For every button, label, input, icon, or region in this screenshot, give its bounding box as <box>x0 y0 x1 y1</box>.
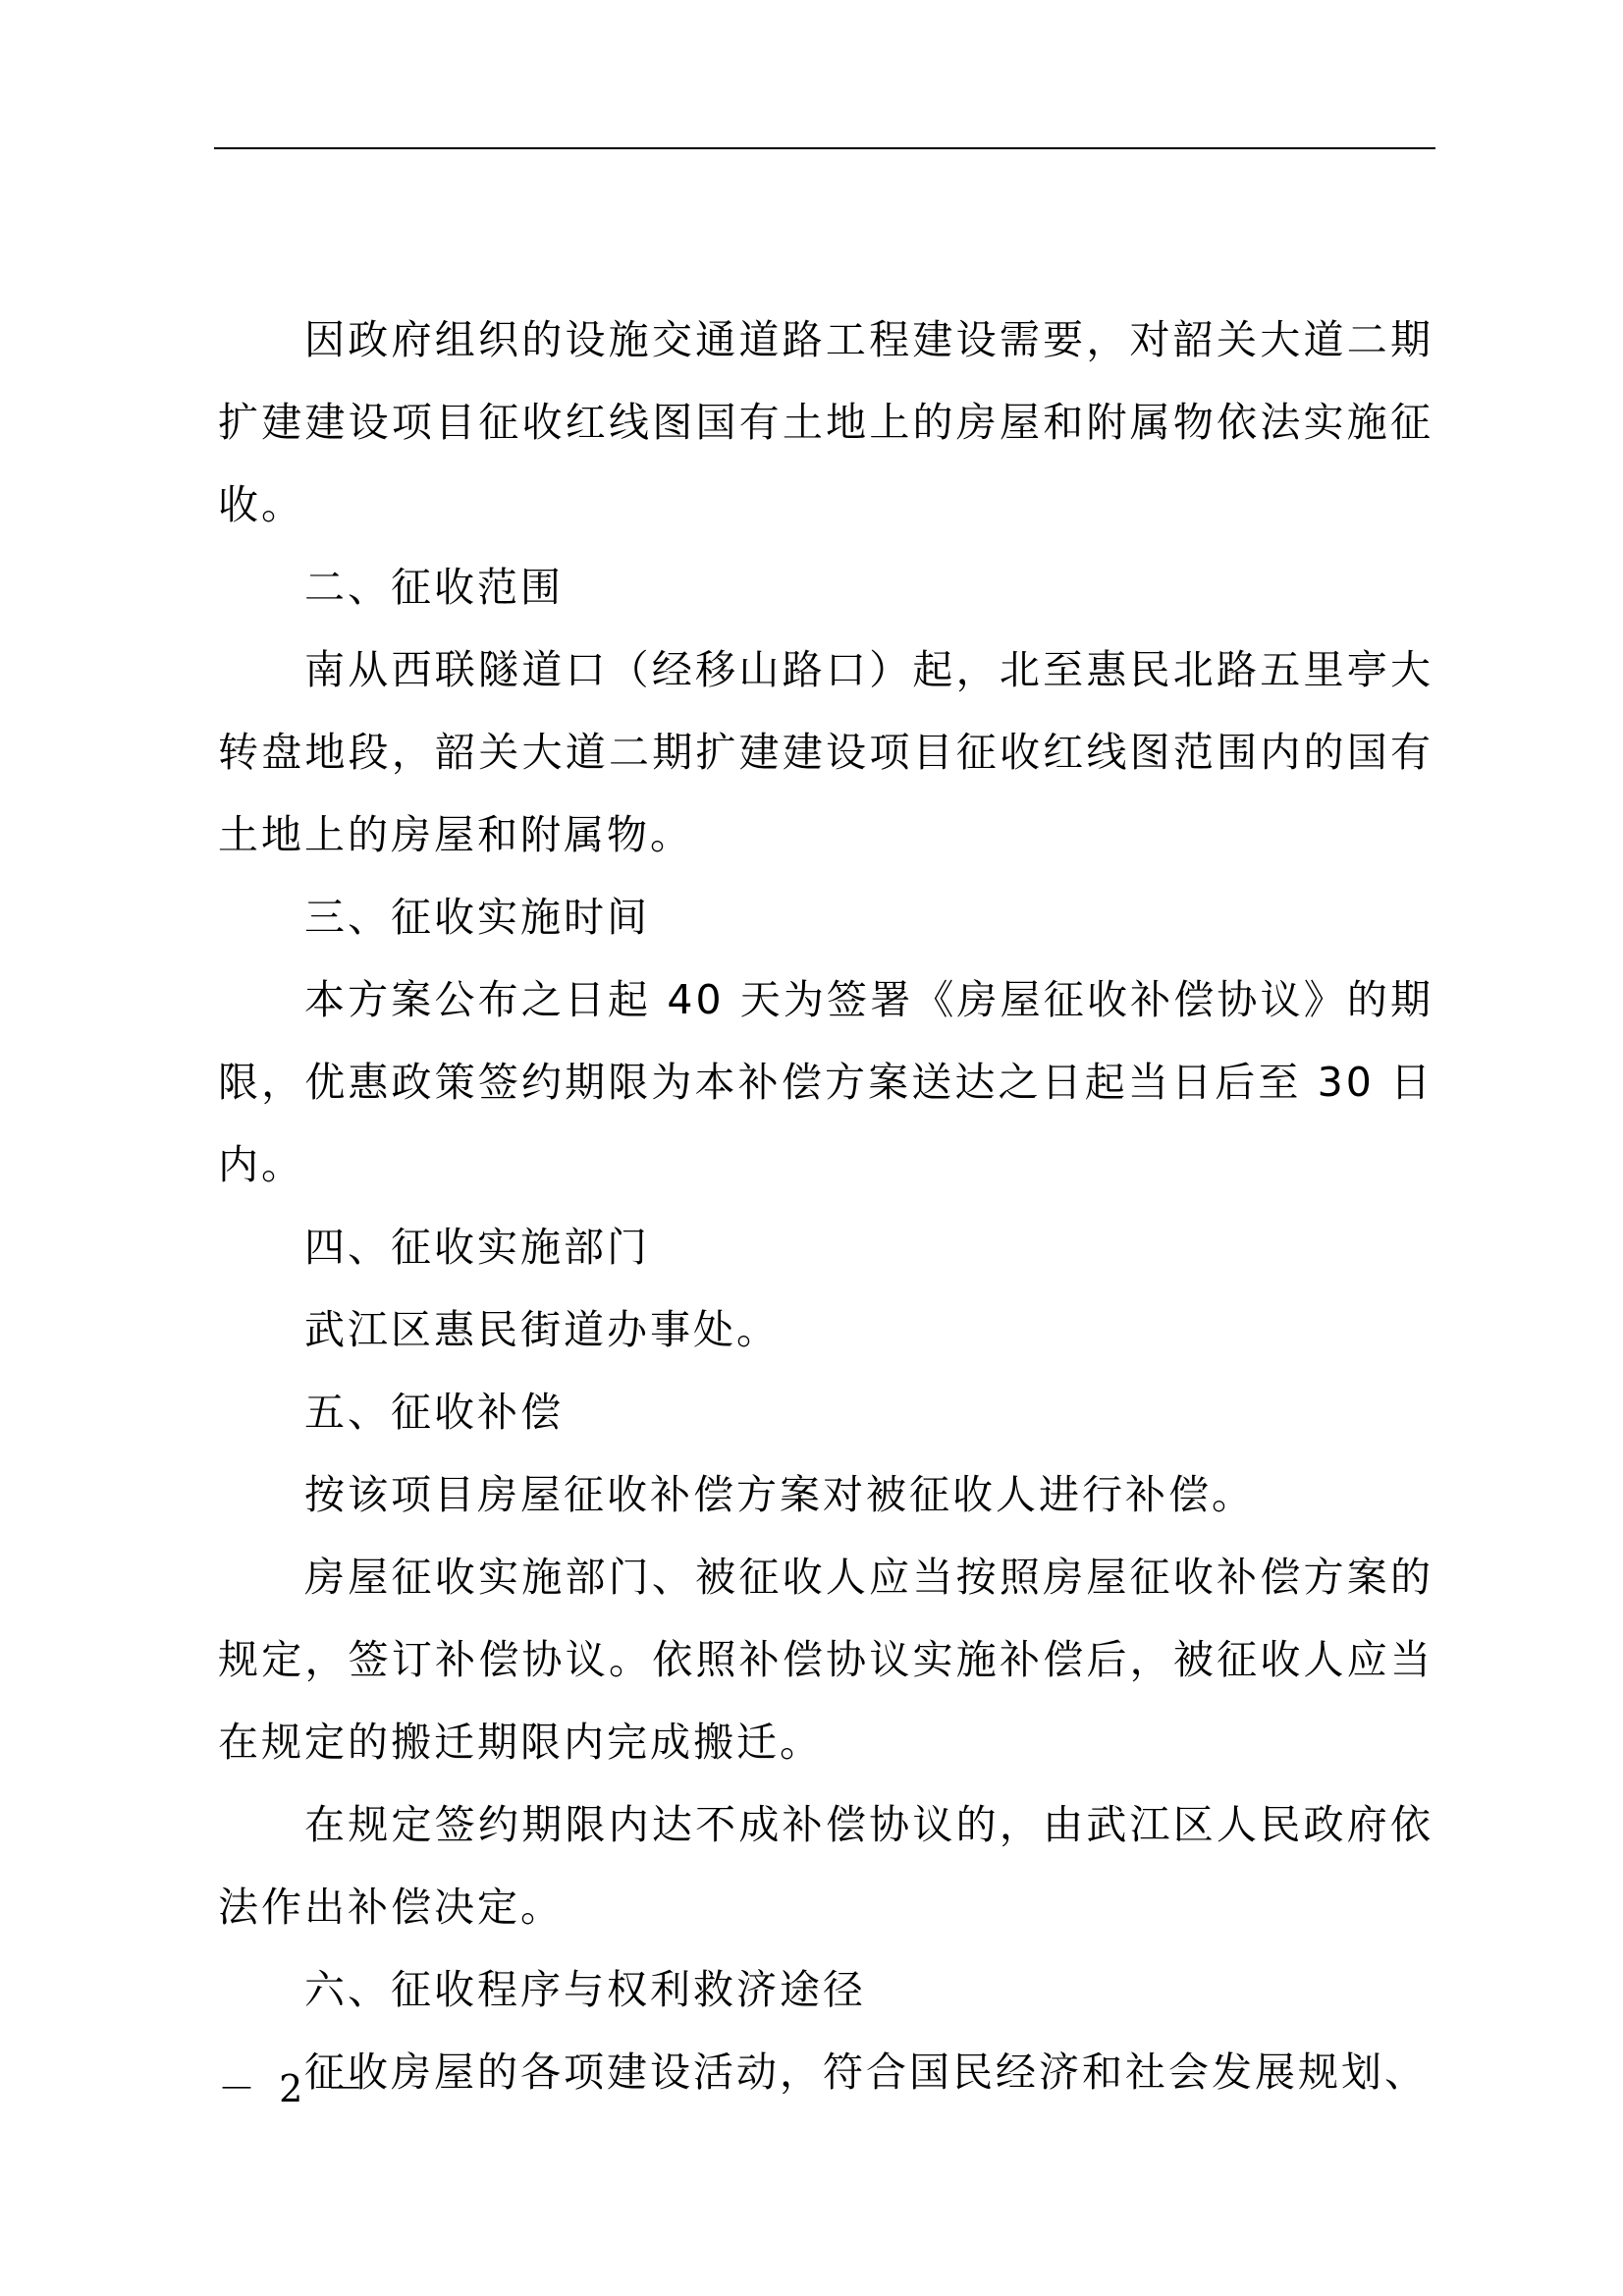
paragraph-procedure: 征收房屋的各项建设活动，符合国民经济和社会发展规划、 <box>304 2049 1428 2096</box>
paragraph-department: 武江区惠民街道办事处。 <box>304 1306 780 1353</box>
section-heading-4: 四、征收实施部门 <box>304 1224 650 1271</box>
section-heading-5: 五、征收补偿 <box>304 1389 564 1436</box>
paragraph-decision: 在规定签约期限内达不成补偿协议的，由武江区人民政府依法作出补偿决定。 <box>218 1801 1434 1931</box>
section-heading-2: 二、征收范围 <box>304 564 564 611</box>
paragraph-scope: 南从西联隧道口（经移山路口）起，北至惠民北路五里亭大转盘地段，韶关大道二期扩建建设项目征收红线图范围内的国有土地上的房屋和附属物。 <box>218 646 1434 858</box>
document-body <box>218 299 1434 2113</box>
paragraph-timeline: 本方案公布之日起 40 天为签署《房屋征收补偿协议》的期限，优惠政策签约期限为本补偿方案送达之日起当日后至 30 日内。 <box>218 976 1434 1188</box>
header-rule <box>214 147 1435 149</box>
page-number: － 2 － <box>218 2067 370 2110</box>
paragraph-agreement: 房屋征收实施部门、被征收人应当按照房屋征收补偿方案的规定，签订补偿协议。依照补偿协议实施补偿后，被征收人应当在规定的搬迁期限内完成搬迁。 <box>218 1554 1434 1766</box>
section-heading-6: 六、征收程序与权利救济途径 <box>304 1966 866 2013</box>
section-heading-3: 三、征收实施时间 <box>304 894 650 941</box>
paragraph-compensation-plan: 按该项目房屋征收补偿方案对被征收人进行补偿。 <box>304 1471 1255 1518</box>
paragraph-intro: 因政府组织的设施交通道路工程建设需要，对韶关大道二期扩建建设项目征收红线图国有土地上的房屋和附属物依法实施征收。 <box>218 316 1434 528</box>
